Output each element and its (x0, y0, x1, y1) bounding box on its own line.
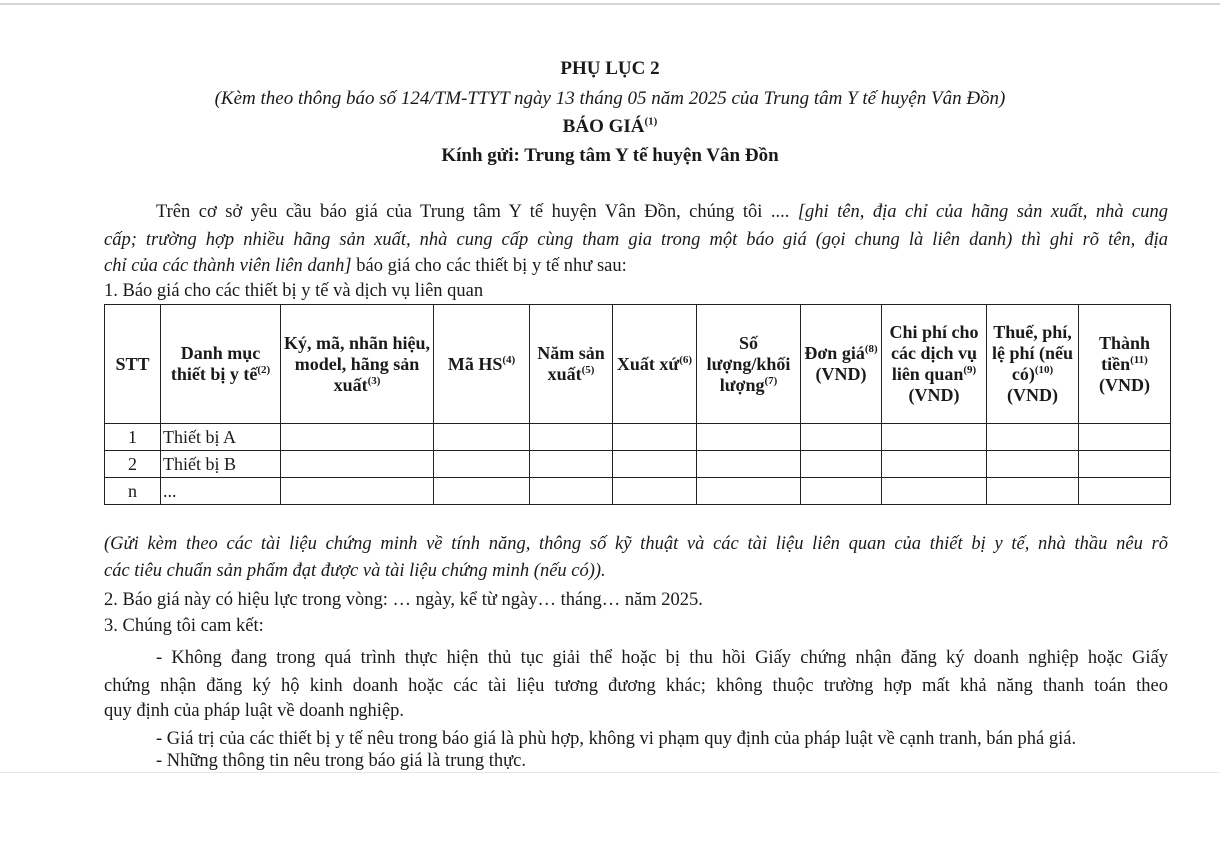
table-row (105, 451, 1171, 478)
cell-empty (1079, 478, 1171, 505)
col-header-footnote: (4) (502, 353, 516, 366)
doc-title (0, 116, 1220, 138)
cell-stt: n (105, 478, 161, 505)
cell-empty (434, 451, 530, 478)
cell-empty (530, 451, 613, 478)
intro-line-1-italic: [ghi tên, địa chỉ của hãng sản xuất, nhà cung (797, 202, 1169, 222)
recipient-line: Kính gửi: Trung tâm Y tế huyện Vân Đồn (441, 145, 779, 166)
table-row (105, 478, 1171, 505)
commitment-1-line-2: chứng nhận đăng ký hộ kinh doanh hoặc các tài liệu tương đương khác; không thuộc trường hợp mất khả năng thanh toán theo (104, 676, 1168, 696)
cell-empty (697, 451, 801, 478)
commitment-3: - Những thông tin nêu trong báo giá là trung thực. (156, 751, 526, 771)
cell-empty (530, 424, 613, 451)
cell-empty (434, 478, 530, 505)
col-header-text: Thành tiền (1098, 332, 1151, 374)
table-row (105, 424, 1171, 451)
section-3-heading: 3. Chúng tôi cam kết: (104, 616, 264, 636)
commitment-2: - Giá trị của các thiết bị y tế nêu trong báo giá là phù hợp, không vi phạm quy định của pháp luật về cạnh tranh, bán phá giá. (156, 729, 1077, 749)
doc-title-text: BÁO GIÁ (562, 116, 645, 137)
doc-title-footnote: (1) (644, 115, 658, 128)
cell-stt: 2 (105, 451, 161, 478)
col-header-text: STT (115, 353, 150, 374)
note-line-1: (Gửi kèm theo các tài liệu chứng minh về tính năng, thông số kỹ thuật và các tài liệu liên quan của thiết bị y tế, nhà thầu nêu rõ (104, 534, 1168, 554)
col-header-footnote: (6) (679, 353, 693, 366)
quotation-table (104, 304, 1171, 505)
col-header-footnote: (8) (864, 343, 878, 355)
col-header-total (1079, 305, 1171, 424)
table-header-row (105, 305, 1171, 424)
cell-empty (613, 424, 697, 451)
cell-empty (281, 478, 434, 505)
cell-empty (801, 451, 882, 478)
cell-empty (987, 478, 1079, 505)
col-header-footnote: (10) (1034, 364, 1054, 376)
col-header-footnote: (5) (581, 364, 595, 376)
col-header-unit: (VND) (1099, 374, 1150, 395)
intro-line-1 (156, 202, 1168, 223)
scan-top-edge (0, 3, 1220, 5)
cell-empty (987, 424, 1079, 451)
col-header-service-cost (882, 305, 987, 424)
col-header-text: Mã HS (447, 353, 503, 374)
col-header-text: Số lượng/khối lượng (706, 332, 791, 395)
cell-empty (281, 451, 434, 478)
col-header-stt (105, 305, 161, 424)
col-header-footnote: (9) (963, 364, 977, 376)
cell-empty (434, 424, 530, 451)
col-header-unit: (VND) (1007, 385, 1058, 405)
col-header-text: Xuất xứ (616, 353, 680, 374)
commitment-1-line-1: - Không đang trong quá trình thực hiện thủ tục giải thể hoặc bị thu hồi Giấy chứng nhận đăng ký doanh nghiệp hoặc Giấy (156, 648, 1168, 668)
col-header-device-list (161, 305, 281, 424)
cell-empty (882, 424, 987, 451)
col-header-unit: (VND) (815, 364, 867, 384)
col-header-footnote: (2) (257, 364, 271, 376)
intro-line-3-italic: chỉ của các thành viên liên danh] (104, 256, 352, 276)
cell-device-name: Thiết bị A (161, 424, 281, 451)
cell-empty (697, 424, 801, 451)
scan-fold-line (0, 772, 1220, 773)
intro-line-1-text: Trên cơ sở yêu cầu báo giá của Trung tâm Y tế huyện Vân Đồn, chúng tôi .... (156, 202, 790, 222)
cell-device-name: ... (161, 478, 281, 505)
col-header-footnote: (7) (764, 374, 778, 387)
cell-empty (882, 451, 987, 478)
cell-stt: 1 (105, 424, 161, 451)
col-header-quantity (697, 305, 801, 424)
cell-empty (697, 478, 801, 505)
cell-empty (281, 424, 434, 451)
col-header-text: Ký, mã, nhãn hiệu, model, hãng sản xuất (283, 332, 431, 395)
col-header-unit: (VND) (908, 385, 960, 405)
cell-empty (613, 478, 697, 505)
col-header-origin (613, 305, 697, 424)
intro-line-3-text: báo giá cho các thiết bị y tế như sau: (356, 256, 627, 276)
col-header-tax (987, 305, 1079, 424)
intro-line-2: cấp; trường hợp nhiều hãng sản xuất, nhà cung cấp cùng tham gia trong một báo giá (gọi chung là liên danh) thì ghi rõ tên, địa (104, 230, 1168, 250)
appendix-subtitle: (Kèm theo thông báo số 124/TM-TTYT ngày 13 tháng 05 năm 2025 của Trung tâm Y tế huyện Vân Đồn) (214, 88, 1006, 109)
col-header-text: Năm sản xuất (537, 343, 605, 384)
commitment-1-line-3: quy định của pháp luật về doanh nghiệp. (104, 701, 405, 721)
col-header-text: Danh mục thiết bị y tế (170, 343, 261, 384)
section-2: 2. Báo giá này có hiệu lực trong vòng: … ngày, kể từ ngày… tháng… năm 2025. (104, 590, 703, 610)
col-header-model (281, 305, 434, 424)
cell-empty (613, 451, 697, 478)
cell-device-name: Thiết bị B (161, 451, 281, 478)
col-header-text: Chi phí cho các dịch vụ liên quan (889, 322, 979, 384)
appendix-title: PHỤ LỤC 2 (560, 58, 660, 79)
cell-empty (530, 478, 613, 505)
cell-empty (1079, 424, 1171, 451)
intro-line-3 (104, 256, 627, 277)
col-header-hs-code (434, 305, 530, 424)
cell-empty (882, 478, 987, 505)
col-header-text: Thuế, phí, lệ phí (nếu có) (991, 322, 1074, 384)
cell-empty (801, 478, 882, 505)
cell-empty (987, 451, 1079, 478)
note-line-2: các tiêu chuẩn sản phẩm đạt được và tài liệu chứng minh (nếu có)). (104, 561, 606, 581)
cell-empty (1079, 451, 1171, 478)
col-header-footnote: (11) (1130, 353, 1148, 366)
col-header-year (530, 305, 613, 424)
section-1-heading: 1. Báo giá cho các thiết bị y tế và dịch vụ liên quan (104, 281, 484, 301)
cell-empty (801, 424, 882, 451)
col-header-unit-price (801, 305, 882, 424)
col-header-text: Đơn giá (804, 343, 865, 363)
col-header-footnote: (3) (367, 374, 381, 387)
